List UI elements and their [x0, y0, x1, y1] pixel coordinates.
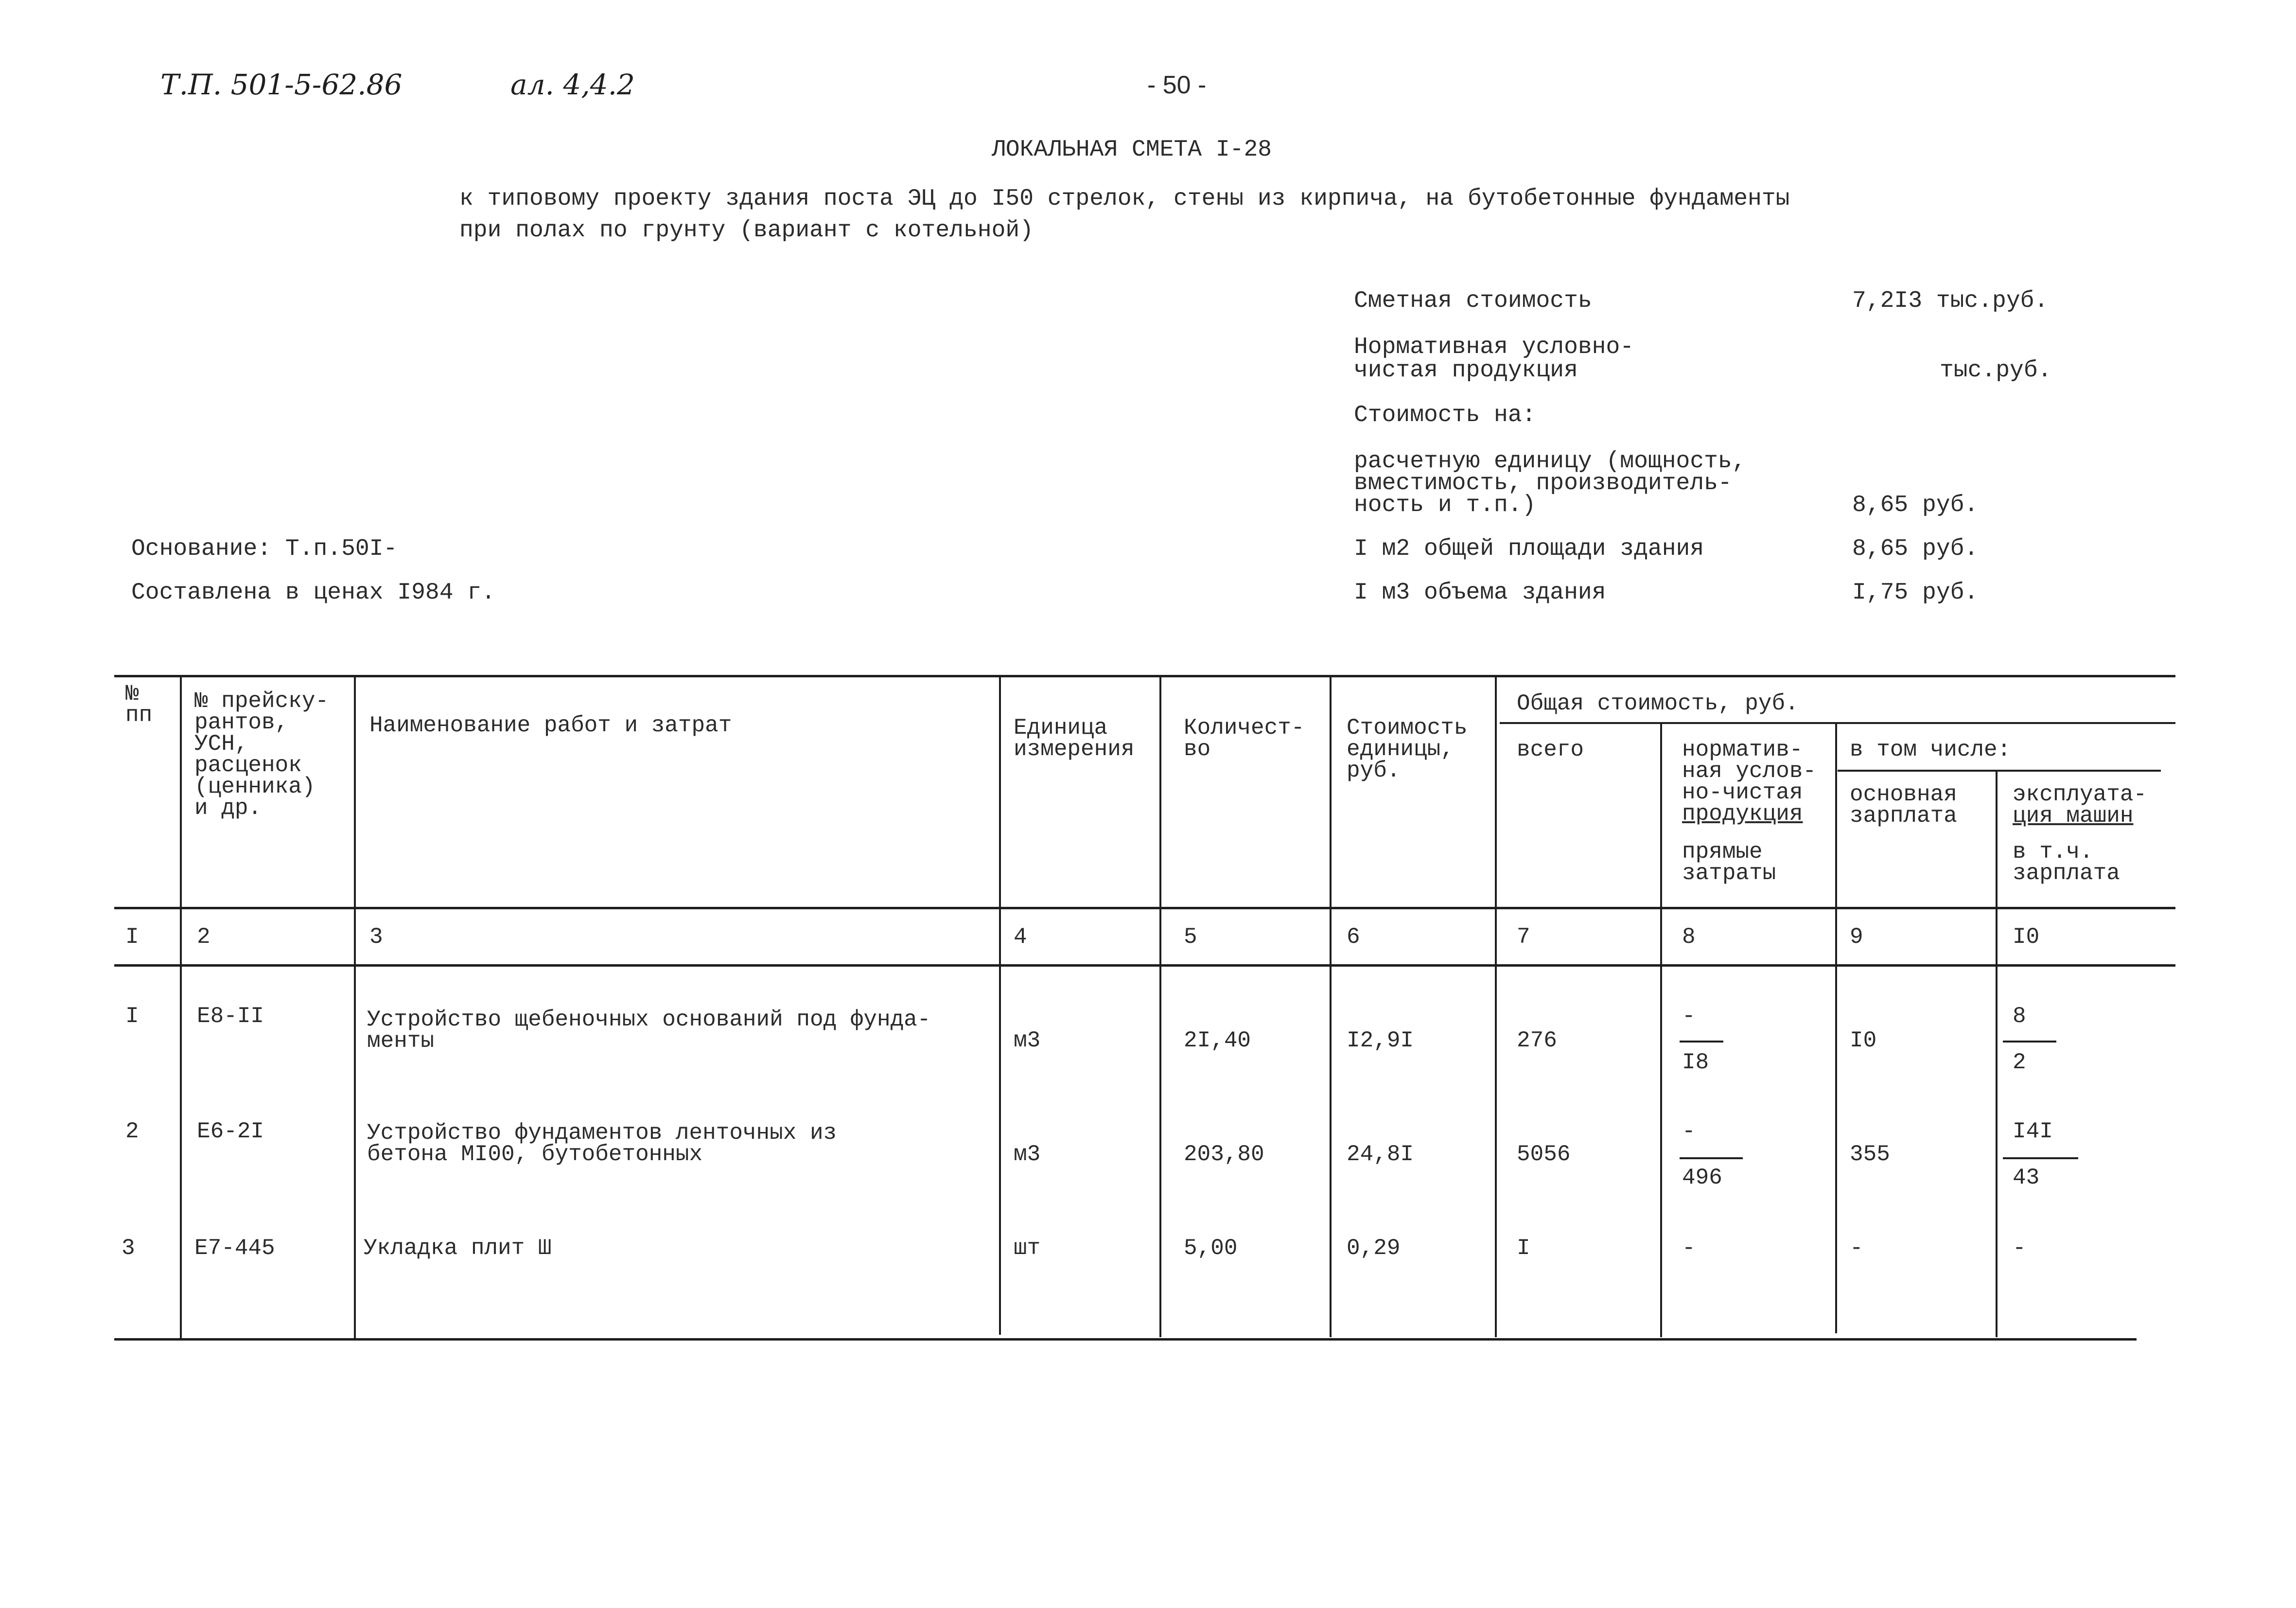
header-unit: Единица измерения: [1014, 715, 1135, 762]
row-price: 0,29: [1347, 1236, 1401, 1261]
row-qty: 203,80: [1184, 1142, 1264, 1167]
calc-unit-line-1: расчетную единицу (мощность,: [1354, 448, 1746, 475]
table-top-rule: [114, 675, 2175, 677]
header-machine-under: ция машин: [2013, 803, 2134, 829]
row-mach-top: 8: [2013, 1004, 2026, 1029]
row-total: I: [1517, 1236, 1530, 1261]
header-machine-wage: в т.ч. зарплата: [2013, 839, 2120, 886]
incl-group-rule: [1838, 770, 2161, 772]
col-divider-8: [1835, 723, 1837, 1333]
col-divider-6: [1495, 676, 1497, 1337]
col-divider-1: [180, 676, 182, 1340]
handwritten-album: ал. 4,4.2: [510, 68, 635, 101]
row-unit: шт: [1014, 1236, 1041, 1261]
row-price: 24,8I: [1347, 1142, 1414, 1167]
page-number: - 50 -: [1147, 71, 1207, 99]
col-divider-2: [354, 676, 356, 1340]
header-total-group: Общая стоимость, руб.: [1517, 691, 1799, 716]
row-qty: 5,00: [1184, 1236, 1238, 1261]
header-unit-cost: Стоимость единицы, руб.: [1347, 715, 1468, 783]
subtitle-line-1: к типовому проекту здания поста ЭЦ до I50 стрелок, стены из кирпича, на бутобетонные фундаменты: [459, 186, 1790, 212]
row-norm-bottom: 496: [1682, 1165, 1722, 1190]
total-group-rule: [1500, 722, 2175, 724]
col-divider-7: [1660, 723, 1662, 1337]
subtitle-line-2: при полах по грунту (вариант с котельной): [459, 217, 1034, 244]
col-number-7: 7: [1517, 924, 1530, 950]
prices-text: Составлена в ценах I984 г.: [131, 580, 495, 606]
header-direct-costs: прямые затраты: [1682, 839, 1776, 886]
header-total-all: всего: [1517, 737, 1584, 762]
normative-label-1: Нормативная условно-: [1354, 334, 1634, 360]
row-norm-top: -: [1682, 1236, 1696, 1261]
row-num: I: [125, 1004, 139, 1029]
calc-unit-value: 8,65 руб.: [1852, 492, 1979, 518]
area-value: 8,65 руб.: [1852, 536, 1979, 562]
col-number-4: 4: [1014, 924, 1027, 950]
fraction-bar: [2003, 1157, 2078, 1159]
row-num: 2: [125, 1119, 139, 1144]
col-number-2: 2: [197, 924, 210, 950]
header-normative-under: продукция: [1682, 801, 1803, 827]
cost-on-label: Стоимость на:: [1354, 402, 1536, 428]
basis-text: Основание: Т.п.50I-: [131, 536, 398, 562]
header-num: № пп: [125, 681, 153, 728]
row-wage: 355: [1850, 1142, 1890, 1167]
col-divider-3: [999, 676, 1001, 1335]
row-wage: I0: [1850, 1028, 1877, 1053]
row-total: 276: [1517, 1028, 1557, 1053]
header-bottom-rule: [114, 907, 2175, 909]
col-number-10: I0: [2013, 924, 2040, 950]
header-incl-group: в том числе:: [1850, 737, 2011, 762]
fraction-bar: [2003, 1041, 2056, 1043]
row-qty: 2I,40: [1184, 1028, 1251, 1053]
header-normative-top: норматив- ная услов- но-чистая: [1682, 737, 1817, 805]
normative-label-2: чистая продукция: [1354, 357, 1578, 384]
row-name: Устройство щебеночных оснований под фунда- менты: [367, 1007, 931, 1054]
row-norm-top: -: [1682, 1004, 1696, 1029]
row-code: Е8-II: [197, 1004, 264, 1029]
col-number-5: 5: [1184, 924, 1197, 950]
row-mach-bottom: 2: [2013, 1050, 2026, 1075]
row-norm-top: -: [1682, 1119, 1696, 1144]
header-quantity: Количест- во: [1184, 715, 1305, 762]
row-code: Е7-445: [194, 1236, 275, 1261]
col-number-3: 3: [369, 924, 383, 950]
row-price: I2,9I: [1347, 1028, 1414, 1053]
header-machine-top: эксплуата-: [2013, 782, 2147, 807]
fraction-bar: [1680, 1157, 1743, 1159]
row-name: Устройство фундаментов ленточных из бетона МI00, бутобетонных: [367, 1120, 837, 1167]
row-total: 5056: [1517, 1142, 1571, 1167]
header-base-wage: основная зарплата: [1850, 782, 1957, 829]
row-name: Укладка плит Ш: [364, 1236, 552, 1261]
volume-value: I,75 руб.: [1852, 580, 1979, 606]
col-number-8: 8: [1682, 924, 1696, 950]
col-number-1: I: [125, 924, 139, 950]
col-divider-9: [1996, 771, 1998, 1337]
estimated-cost-label: Сметная стоимость: [1354, 288, 1592, 314]
normative-value: тыс.руб.: [1940, 357, 2052, 384]
row-wage: -: [1850, 1236, 1863, 1261]
col-divider-5: [1330, 676, 1332, 1337]
fraction-bar: [1680, 1041, 1723, 1043]
row-num: 3: [122, 1236, 135, 1261]
col-divider-4: [1159, 676, 1161, 1337]
row-code: Е6-2I: [197, 1119, 264, 1144]
row-mach-top: -: [2013, 1236, 2026, 1261]
header-work-name: Наименование работ и затрат: [369, 713, 732, 738]
col-numbers-rule: [114, 964, 2175, 967]
area-label: I м2 общей площади здания: [1354, 536, 1704, 562]
header-price-list: № прейску- рантов, УСН, расценок (ценника) и др.: [194, 689, 329, 821]
table-bottom-rule: [114, 1338, 2137, 1341]
handwritten-project-code: Т.П. 501-5-62.86: [160, 68, 403, 101]
calc-unit-line-2: вместимость, производитель-: [1354, 470, 1732, 496]
row-mach-top: I4I: [2013, 1119, 2053, 1144]
document-title: ЛОКАЛЬНАЯ СМЕТА I-28: [992, 137, 1272, 163]
col-number-6: 6: [1347, 924, 1360, 950]
volume-label: I м3 объема здания: [1354, 580, 1606, 606]
calc-unit-line-3: ность и т.п.): [1354, 492, 1536, 518]
row-unit: м3: [1014, 1142, 1041, 1167]
col-number-9: 9: [1850, 924, 1863, 950]
row-norm-bottom: I8: [1682, 1050, 1709, 1075]
row-mach-bottom: 43: [2013, 1165, 2040, 1190]
row-unit: м3: [1014, 1028, 1041, 1053]
estimated-cost-value: 7,2I3 тыс.руб.: [1852, 288, 2049, 314]
